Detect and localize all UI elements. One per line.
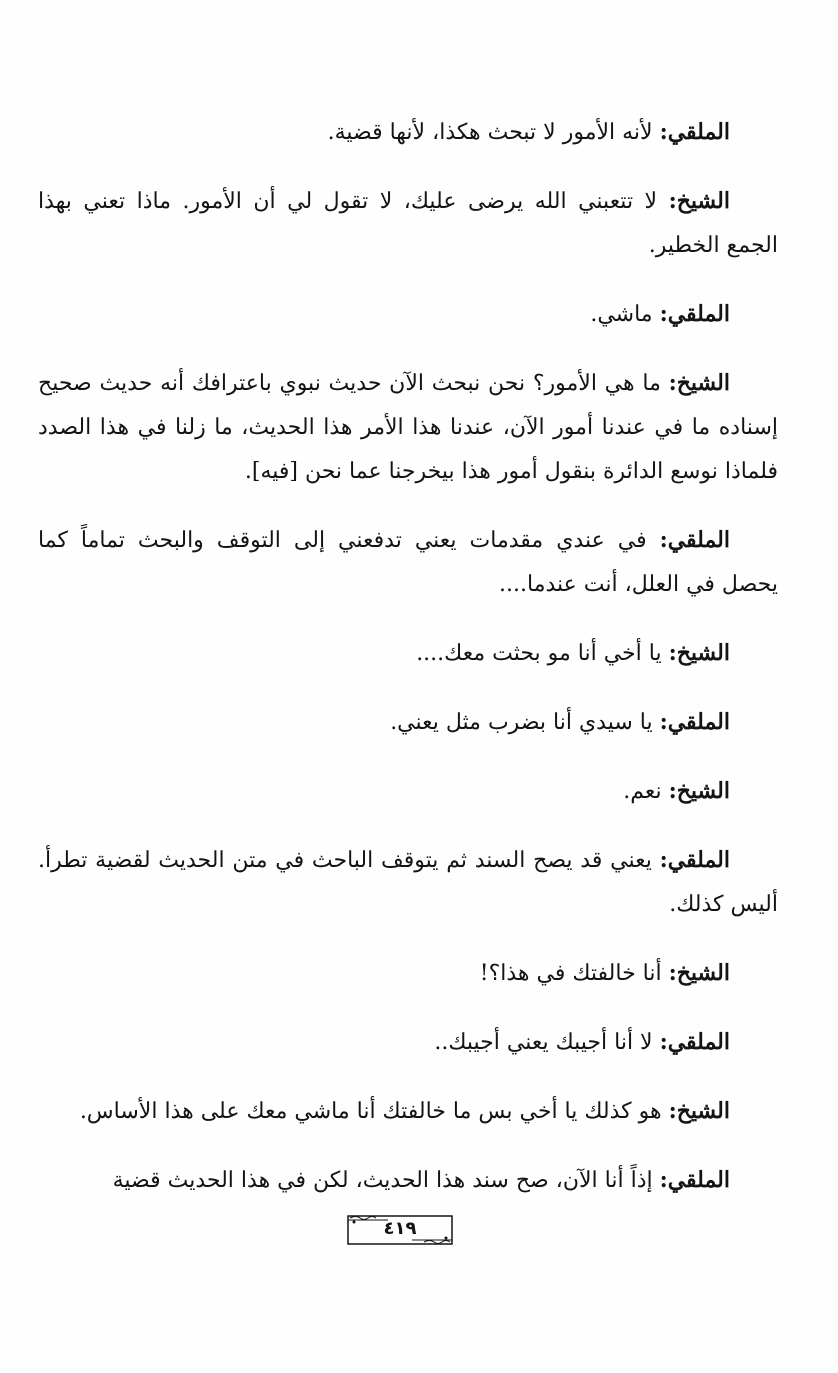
- speaker-label: الملقي:: [659, 1029, 730, 1055]
- paragraph: [38, 769, 778, 814]
- paragraph: [38, 110, 778, 155]
- paragraph: [38, 1089, 778, 1134]
- paragraph-text: نعم.: [623, 779, 669, 804]
- speaker-label: الملقي:: [659, 847, 730, 873]
- page-footer: [344, 1212, 456, 1248]
- paragraph: [38, 700, 778, 745]
- paragraph-text: ما هي الأمور؟ نحن نبحث الآن حديث نبوي باعترافك أنه حديث صحيح إسناده ما في عندنا أمور الآن، عندنا هذا الأمر هذا الحديث، ما زلنا في هذا الصدد فلماذا نوسع الدائرة بنقول أمور هذا بيخرجنا عما نحن [فيه].: [38, 371, 778, 484]
- speaker-label: الملقي:: [659, 301, 730, 327]
- paragraph: [38, 631, 778, 676]
- paragraph: [38, 1158, 778, 1203]
- paragraph-text: في عندي مقدمات يعني تدفعني إلى التوقف والبحث تماماً كما يحصل في العلل، أنت عندما....: [38, 528, 778, 597]
- dialogue-text: [38, 110, 778, 1227]
- paragraph-text: لأنه الأمور لا تبحث هكذا، لأنها قضية.: [327, 120, 660, 145]
- speaker-label: الشيخ:: [668, 640, 730, 666]
- paragraph-text: ماشي.: [590, 302, 660, 327]
- page-number: ٤١٩: [383, 1218, 417, 1239]
- paragraph: [38, 361, 778, 494]
- paragraph-text: أنا خالفتك في هذا؟!: [479, 961, 669, 986]
- speaker-label: الشيخ:: [668, 188, 730, 214]
- paragraph: [38, 951, 778, 996]
- paragraph-text: إذاً أنا الآن، صح سند هذا الحديث، لكن في هذا الحديث قضية: [112, 1168, 660, 1193]
- paragraph-text: يعني قد يصح السند ثم يتوقف الباحث في متن الحديث لقضية تطرأ. أليس كذلك.: [38, 848, 778, 917]
- speaker-label: الملقي:: [659, 527, 730, 553]
- speaker-label: الشيخ:: [668, 778, 730, 804]
- paragraph-text: يا أخي أنا مو بحثت معك....: [416, 641, 669, 666]
- speaker-label: الملقي:: [659, 1167, 730, 1193]
- paragraph: [38, 292, 778, 337]
- paragraph: [38, 1020, 778, 1065]
- speaker-label: الملقي:: [659, 709, 730, 735]
- paragraph-text: لا تتعبني الله يرضى عليك، لا تقول لي أن الأمور. ماذا تعني بهذا الجمع الخطير.: [38, 189, 778, 258]
- paragraph-text: هو كذلك يا أخي بس ما خالفتك أنا ماشي معك على هذا الأساس.: [79, 1099, 669, 1124]
- speaker-label: الشيخ:: [668, 960, 730, 986]
- paragraph-text: يا سيدي أنا بضرب مثل يعني.: [390, 710, 660, 735]
- paragraph: [38, 179, 778, 268]
- speaker-label: الملقي:: [659, 119, 730, 145]
- paragraph: [38, 838, 778, 927]
- speaker-label: الشيخ:: [668, 1098, 730, 1124]
- speaker-label: الشيخ:: [668, 370, 730, 396]
- paragraph: [38, 518, 778, 607]
- paragraph-text: لا أنا أجيبك يعني أجيبك..: [434, 1030, 660, 1055]
